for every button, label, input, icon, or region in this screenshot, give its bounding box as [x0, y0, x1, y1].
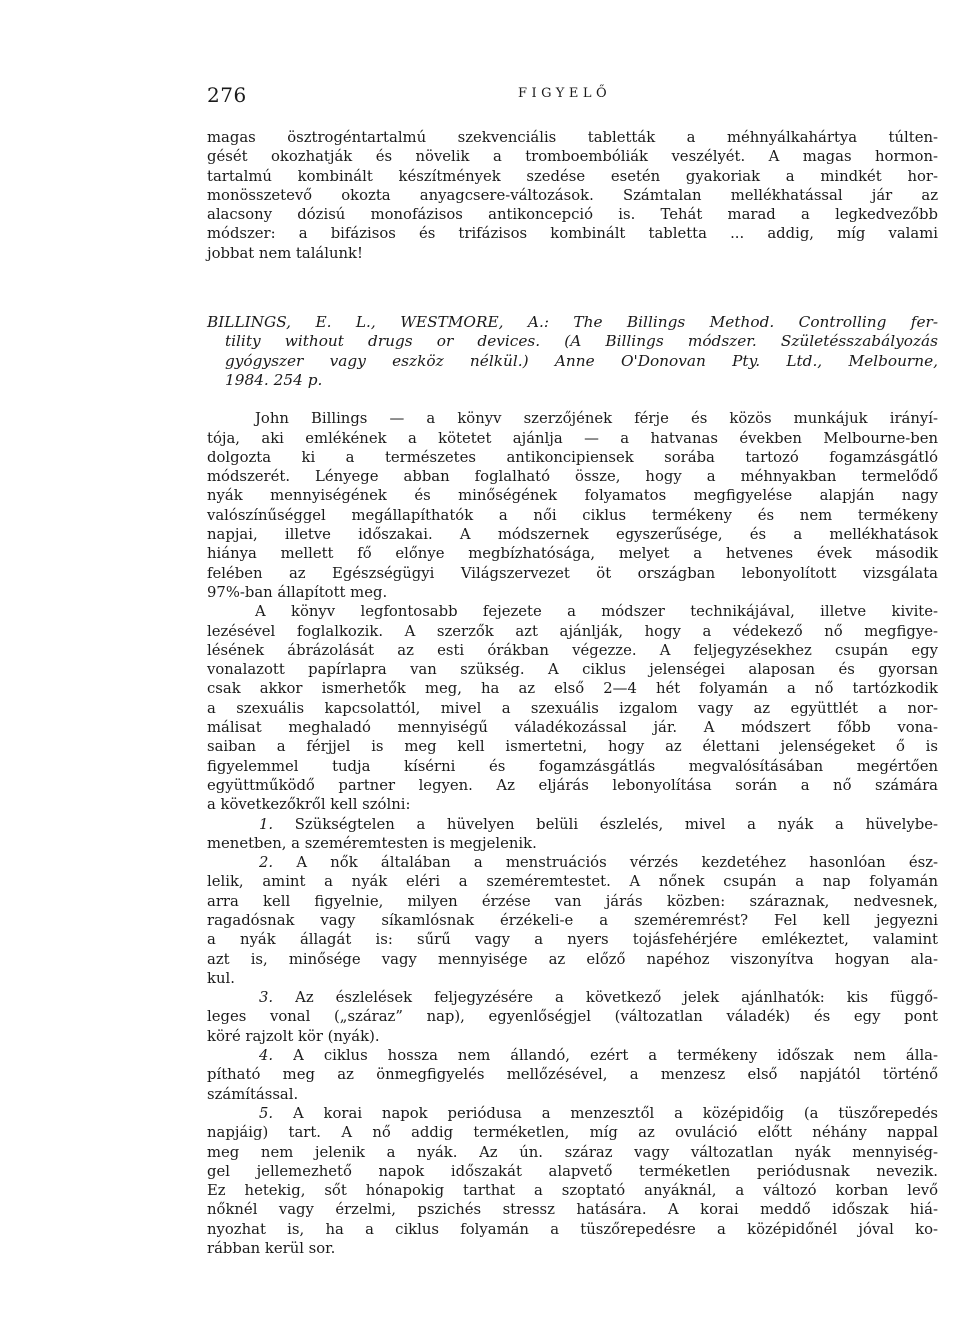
review-paragraph-1 — [207, 409, 938, 602]
text-line: jobbat nem találunk! — [207, 244, 363, 262]
text-line: nyák mennyiségének és minőségének folyamatos megfigyelése alapján nagy — [207, 487, 938, 505]
text-line: tója, aki emlékének a kötetet ajánlja — a hatvanas években Melbourne-ben — [207, 429, 938, 447]
list-number: 4. — [259, 1047, 274, 1065]
text-line: pítható meg az önmegfigyelés mellőzésével, a menzesz első napjától történő — [207, 1066, 938, 1084]
text-line: A nők általában a menstruációs vérzés kezdetéhez hasonlóan ész- — [296, 854, 938, 872]
text-line: köré rajzolt kör (nyák). — [207, 1027, 380, 1045]
citation-line: 1984. 254 p. — [225, 370, 323, 389]
text-line: 97%-ban állapított meg. — [207, 583, 388, 601]
book-citation — [207, 313, 938, 390]
text-line: napjáig) tart. A nő addig terméketlen, míg az ovuláció előtt néhány nappal — [207, 1124, 938, 1142]
page-header — [0, 80, 960, 110]
text-line: napjai, illetve időszakai. A módszernek egyszerűsége, és a mellékhatások — [207, 526, 938, 544]
text-line: lésének ábrázolását az esti órákban végezze. A feljegyzésekhez csupán egy — [207, 641, 938, 659]
text-line: azt is, minősége vagy mennyisége az előző napéhoz viszonyítva hogyan ala- — [207, 950, 938, 968]
text-line: nyozhat is, ha a ciklus folyamán a tüszőrepedésre a középidőnél jóval ko- — [207, 1220, 938, 1238]
text-line: Szükségtelen a hüvelyen belüli észlelés, mivel a nyák a hüvelybe- — [294, 815, 938, 833]
list-number: 3. — [259, 989, 274, 1007]
text-line: rábban kerül sor. — [207, 1240, 336, 1258]
text-line: csak akkor ismerhetők meg, ha az első 2—4 hét folyamán a nő tartózkodik — [207, 680, 938, 698]
text-line: alacsony dózisú monofázisos antikoncepció is. Tehát marad a legkedvezőbb — [207, 206, 938, 224]
text-line: meg nem jelenik a nyák. Az ún. száraz vagy változatlan nyák mennyiség- — [207, 1143, 938, 1161]
list-item — [207, 815, 938, 854]
text-line: valószínűséggel megállapíthatók a női ciklus termékeny és nem termékeny — [207, 506, 938, 524]
text-line: ragadósnak vagy síkamlósnak érzékeli-e a szeméremrést? Fel kell jegyezni — [207, 911, 938, 929]
text-line: a következőkről kell szólni: — [207, 796, 411, 814]
review-paragraph-2 — [207, 602, 938, 814]
article-body — [207, 128, 938, 1258]
text-line: málisat meghaladó mennyiségű váladékozással jár. A módszert főbb vona- — [207, 719, 938, 737]
text-line: Az észlelések feljegyzésére a következő jelek ajánlhatók: kis függő- — [295, 989, 938, 1007]
text-line: saiban a férjjel is meg kell ismertetni, hogy az élettani jelenségeket ő is — [207, 738, 938, 756]
text-line: a szexuális kapcsolattól, mivel a szexuális izgalom vagy az együttlét a nor- — [207, 699, 938, 717]
text-line: tartalmú kombinált készítmények szedése esetén gyakoriak a mindkét hor- — [207, 167, 938, 185]
citation-line: tility without drugs or devices. (A Billings módszer. Születésszabályozás — [225, 332, 938, 351]
citation-line: gyógyszer vagy eszköz nélkül.) Anne O'Donovan Pty. Ltd., Melbourne, — [225, 351, 938, 370]
text-line: vonalazott papírlapra van szükség. A ciklus jelenségei alaposan és gyorsan — [207, 661, 938, 679]
list-item — [207, 988, 938, 1046]
text-line: A ciklus hossza nem állandó, ezért a termékeny időszak nem álla- — [293, 1047, 938, 1065]
list-item — [207, 1104, 938, 1258]
list-number: 2. — [259, 854, 274, 872]
list-item — [207, 1046, 938, 1104]
intro-paragraph — [207, 128, 938, 263]
text-line: kul. — [207, 969, 235, 987]
text-line: John Billings — a könyv szerzőjének férje és közös munkájuk irányí- — [255, 410, 938, 428]
text-line: gel jellemezhető napok időszakát alapvető terméketlen periódusnak nevezik. — [207, 1162, 938, 1180]
text-line: magas ösztrogéntartalmú szekvenciális tabletták a méhnyálkahártya túlten- — [207, 129, 938, 146]
text-line: leges vonal („száraz” nap), egyenlőségjel (változatlan váladék) és egy pont — [207, 1008, 938, 1026]
text-line: Ez hetekig, sőt hónapokig tarthat a szoptató anyáknál, a változó korban levő — [207, 1182, 938, 1200]
list-item — [207, 853, 938, 988]
text-line: lelik, amint a nyák eléri a szeméremtestet. A nőnek csupán a nap folyamán — [207, 873, 938, 891]
text-line: lezésével foglalkozik. A szerzők azt ajánlják, hogy a védekező nő megfigye- — [207, 622, 938, 640]
text-line: hiánya mellett fő előnye megbízhatósága, melyet a hetvenes évek második — [207, 545, 938, 563]
text-line: gését okozhatják és növelik a tromboembóliák veszélyét. A magas hormon- — [207, 148, 938, 166]
citation-line: BILLINGS, E. L., WESTMORE, A.: The Billings Method. Controlling fer- — [207, 313, 938, 332]
text-line: monösszetevő okozta anyagcsere-változások. Számtalan mellékhatással jár az — [207, 186, 938, 204]
text-line: dolgozta ki a természetes antikoncipiensek sorába tartozó fogamzásgátló — [207, 448, 938, 466]
list-number: 5. — [259, 1104, 274, 1122]
text-line: A korai napok periódusa a menzesztől a középidőig (a tüszőrepedés — [293, 1104, 938, 1122]
list-number: 1. — [259, 815, 274, 833]
text-line: arra kell figyelnie, milyen érzése van járás közben: száraznak, nedvesnek, — [207, 892, 938, 910]
page-number: 276 — [207, 83, 247, 107]
text-line: együttműködő partner legyen. Az eljárás lebonyolítása során a nő számára — [207, 776, 938, 794]
text-line: módszerét. Lényege abban foglalható össze, hogy a méhnyakban termelődő — [207, 468, 938, 486]
text-line: számítással. — [207, 1085, 299, 1103]
text-line: menetben, a szeméremtesten is megjelenik. — [207, 834, 537, 852]
running-head: FIGYELŐ — [518, 86, 612, 101]
text-line: felében az Egészségügyi Világszervezet öt országban lebonyolított vizsgálata — [207, 564, 938, 582]
text-line: módszer: a bifázisos és trifázisos kombinált tabletta ... addig, míg valami — [207, 225, 938, 243]
text-line: nőknél vagy érzelmi, pszichés stressz hatására. A korai meddő időszak hiá- — [207, 1201, 938, 1219]
text-line: figyelemmel tudja kísérni és fogamzásgátlás megvalósításában megértően — [207, 757, 938, 775]
text-line: a nyák állagát is: sűrű vagy a nyers tojásfehérjére emlékeztet, valamint — [207, 931, 938, 949]
text-line: A könyv legfontosabb fejezete a módszer technikájával, illetve kivite- — [255, 603, 938, 621]
